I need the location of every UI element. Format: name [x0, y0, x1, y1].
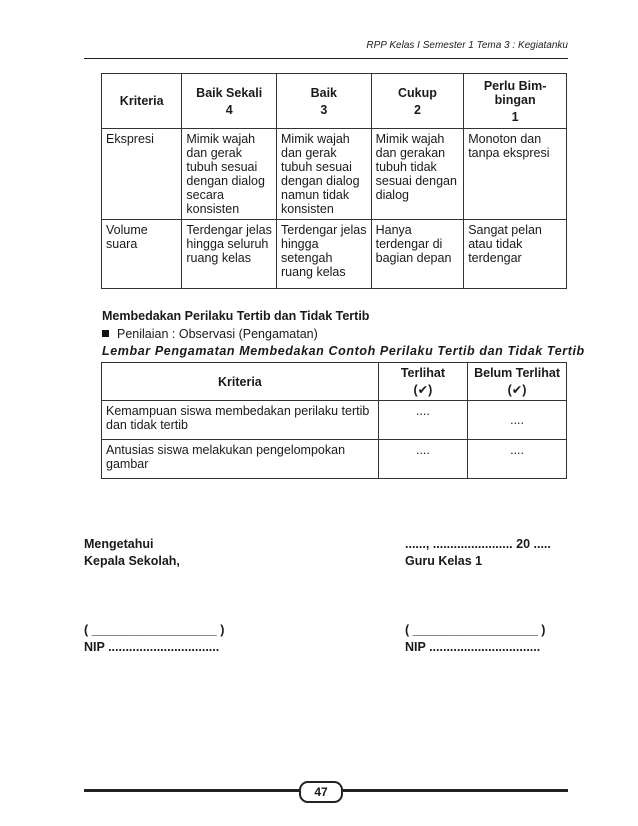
table-cell: Kemampuan siswa membedakan perilaku tertib dan tidak tertib	[102, 401, 379, 440]
table-cell: Hanya terdengar di bagian depan	[371, 220, 464, 289]
rubric-header-row	[102, 74, 567, 129]
table-cell: ....	[468, 401, 567, 440]
signature-left-nip: NIP ................................	[84, 640, 220, 654]
table-cell: Sangat pelan atau tidak terdengar	[464, 220, 567, 289]
rubric-header-col: Baik Sekali 4	[182, 74, 277, 129]
running-header: RPP Kelas I Semester 1 Tema 3 : Kegiatanku	[366, 40, 568, 51]
check-icon: (✔)	[413, 383, 433, 397]
observation-header-seen: Terlihat (✔)	[378, 363, 467, 401]
table-cell: ....	[468, 440, 567, 479]
signature-right-line1: ......, ....................... 20 .....	[405, 537, 551, 551]
table-cell: ....	[378, 401, 467, 440]
table-row	[102, 220, 567, 289]
observation-table	[101, 362, 567, 479]
signature-right-line2: Guru Kelas 1	[405, 554, 483, 568]
table-cell: Volume suara	[102, 220, 182, 289]
table-cell: Terdengar jelas hingga seluruh ruang kelas	[182, 220, 277, 289]
table-cell: Antusias siswa melakukan pengelompokan gambar	[102, 440, 379, 479]
table-row	[102, 129, 567, 220]
signature-left-line2: Kepala Sekolah,	[84, 554, 180, 568]
observation-header-criteria: Kriteria	[102, 363, 379, 401]
table-cell: Mimik wajah dan gerak tubuh sesuai dengan dialog secara konsisten	[182, 129, 277, 220]
assessment-bullet: Penilaian : Observasi (Pengamatan)	[102, 327, 318, 341]
observation-header-row	[102, 363, 567, 401]
check-icon: (✔)	[507, 383, 527, 397]
signature-left-name: ( __________________ )	[84, 623, 225, 637]
rubric-header-criteria: Kriteria	[102, 74, 182, 129]
table-cell: Terdengar jelas hingga setengah ruang kelas	[277, 220, 372, 289]
header-rule	[84, 58, 568, 59]
observation-header-not-seen: Belum Terlihat (✔)	[468, 363, 567, 401]
table-cell: Monoton dan tanpa ekspresi	[464, 129, 567, 220]
rubric-header-col: Perlu Bim-bingan 1	[464, 74, 567, 129]
square-bullet-icon	[102, 330, 109, 337]
signature-left-line1: Mengetahui	[84, 537, 154, 551]
table-row	[102, 401, 567, 440]
signature-right-nip: NIP ................................	[405, 640, 541, 654]
table-row	[102, 440, 567, 479]
section-title: Membedakan Perilaku Tertib dan Tidak Tertib	[102, 309, 370, 323]
table-cell: Ekspresi	[102, 129, 182, 220]
table-cell: Mimik wajah dan gerak tubuh sesuai dengan dialog namun tidak konsisten	[277, 129, 372, 220]
page-number: 47	[299, 781, 343, 803]
rubric-header-col: Cukup 2	[371, 74, 464, 129]
signature-right-name: ( __________________ )	[405, 623, 546, 637]
table-cell: ....	[378, 440, 467, 479]
sheet-title: Lembar Pengamatan Membedakan Contoh Perilaku Tertib dan Tidak Tertib	[102, 344, 585, 358]
table-cell: Mimik wajah dan gerakan tubuh tidak sesuai dengan dialog	[371, 129, 464, 220]
rubric-header-col: Baik 3	[277, 74, 372, 129]
rubric-table	[101, 73, 567, 289]
